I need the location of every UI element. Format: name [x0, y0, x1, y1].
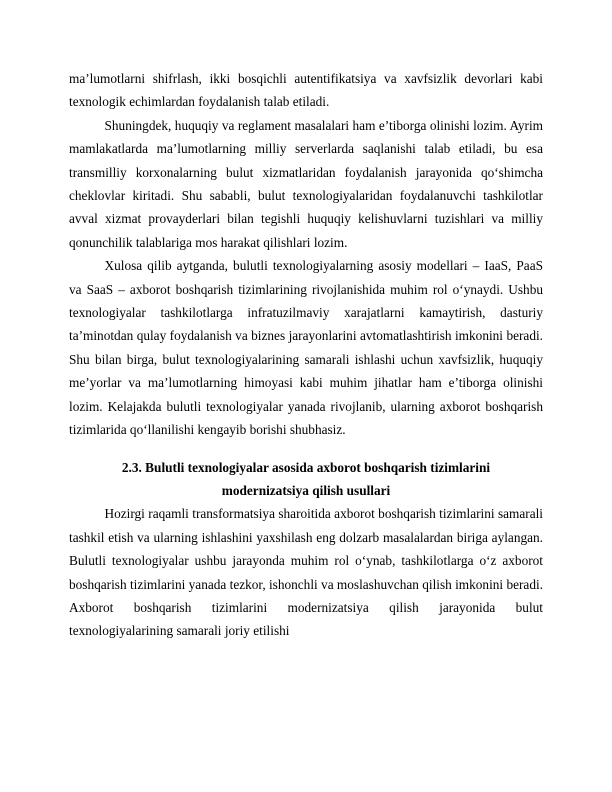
- paragraph-continuation: ma’lumotlarni shifrlash, ikki bosqichli autentifikatsiya va xavfsizlik devorlari kabi texnologik echimlardan foydalanish talab etiladi.: [69, 71, 543, 110]
- section-heading: [69, 456, 543, 503]
- document-page: [69, 67, 543, 643]
- section-heading-line-1: 2.3. Bulutli texnologiyalar asosida axborot boshqarish tizimlarini: [121, 459, 491, 475]
- section-heading-line-2: modernizatsiya qilish usullari: [221, 482, 391, 498]
- paragraph-conclusion: Xulosa qilib aytganda, bulutli texnologiyalarning asosiy modellari – IaaS, PaaS va SaaS – axborot boshqarish tizimlarining rivojlanishida muhim rol o‘ynaydi. Ushbu texnologiyalar tashkilotlarga infratuzilmaviy xarajatlarni kamaytirish, dasturiy ta’minotdan qulay foydalanish va biznes jarayonlarini avtomatlashtirish imkonini beradi. Shu bilan birga, bulut texnologiyalarining samarali ishlashi uchun xavfsizlik, huquqiy me’yorlar va ma’lumotlarning himoyasi kabi muhim jihatlar ham e’tiborga olinishi lozim. Kelajakda bulutli texnologiyalar yanada rivojlanib, ularning axborot boshqarish tizimlarida qo‘llanilishi kengayib borishi shubhasiz.: [69, 258, 543, 438]
- paragraph-modernization: Hozirgi raqamli transformatsiya sharoitida axborot boshqarish tizimlarini samarali tashkil etish va ularning ishlashini yaxshilash eng dolzarb masalalardan biriga aylangan. Bulutli texnologiyalar ushbu jarayonda muhim rol o‘ynab, tashkilotlarga o‘z axborot boshqarish tizimlarini yanada tezkor, ishonchli va moslashuvchan qilish imkonini beradi. Axborot boshqarish tizimlarini modernizatsiya qilish jarayonida bulut texnologiyalarining samarali joriy etilishi: [69, 506, 543, 639]
- paragraph-legal-issues: Shuningdek, huquqiy va reglament masalalari ham e’tiborga olinishi lozim. Ayrim mamlakatlarda ma’lumotlarning milliy serverlarda saqlanishi talab etiladi, bu esa transmilliy korxonalarning bulut xizmatlaridan foydalanish jarayonida qo‘shimcha cheklovlar kiritadi. Shu sababli, bulut texnologiyalaridan foydalanuvchi tashkilotlar avval xizmat provayderlari bilan tegishli huquqiy kelishuvlarni tuzishlari va milliy qonunchilik talablariga mos harakat qilishlari lozim.: [69, 117, 543, 250]
